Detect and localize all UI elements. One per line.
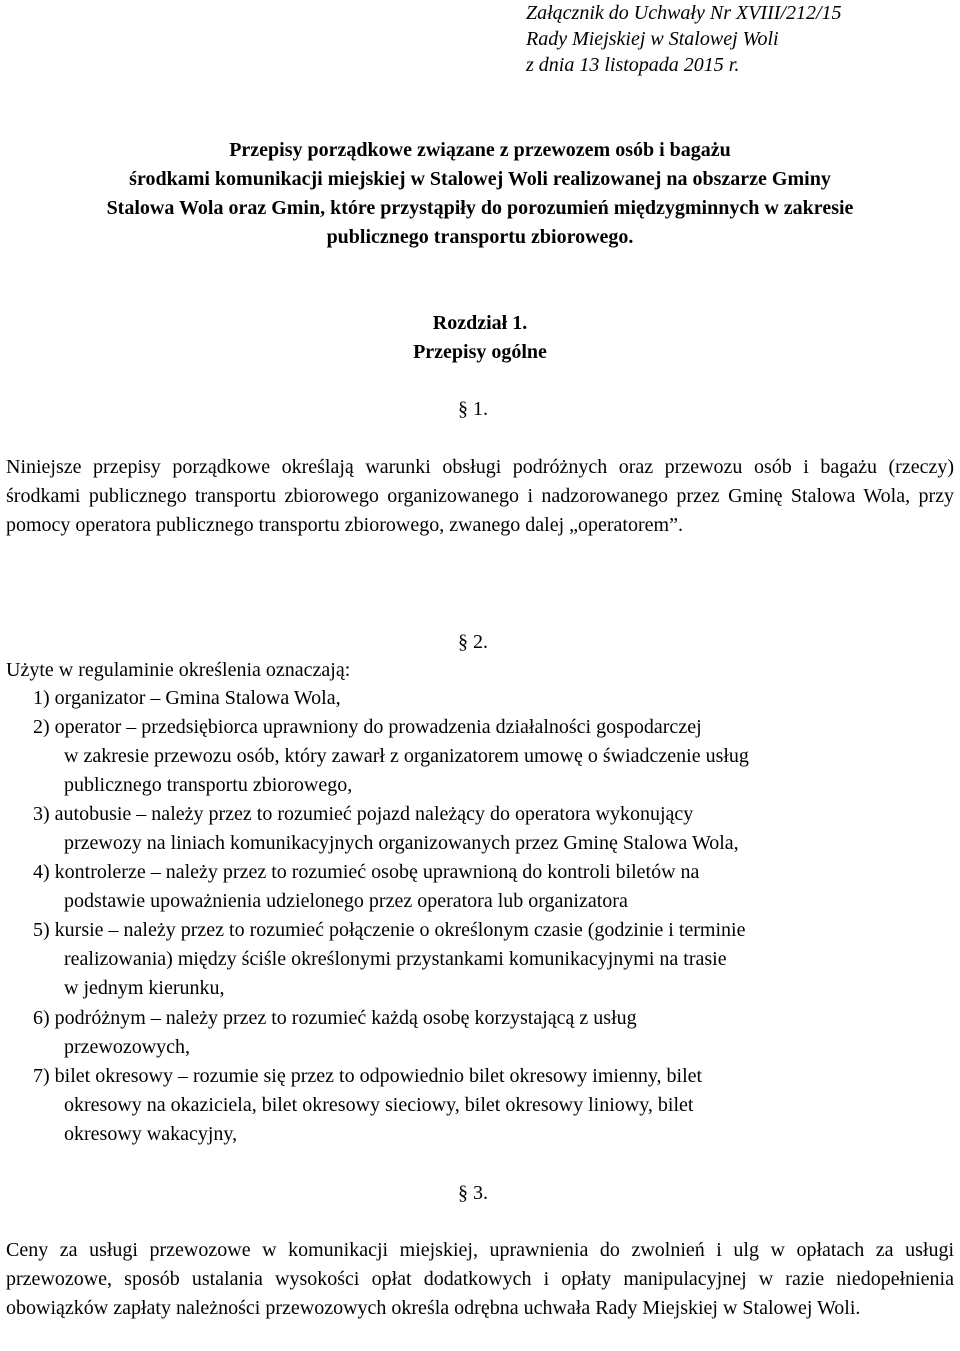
definition-line: okresowy wakacyjny, — [64, 1123, 238, 1145]
definition-item-6 — [33, 1004, 933, 1062]
section-2-mark: § 2. — [458, 631, 488, 653]
attachment-line: Załącznik do Uchwały Nr XVIII/212/15 — [526, 2, 842, 24]
definition-line: w zakresie przewozu osób, który zawarł z organizatorem umowę o świadczenie usług — [64, 745, 749, 767]
definition-line: realizowania) między ściśle określonymi przystankami komunikacyjnymi na trasie — [64, 948, 727, 970]
section-2-intro: Użyte w regulaminie określenia oznaczają: — [6, 659, 351, 681]
definition-line: przewozowych, — [64, 1036, 191, 1058]
definition-line: przewozy na liniach komunikacyjnych organizowanych przez Gminę Stalowa Wola, — [64, 832, 739, 854]
section-3-text: Ceny za usługi przewozowe w komunikacji miejskiej, uprawnienia do zwolnień i ulg w opłatach za usługi przewozowe, sposób ustalania wysokości opłat dodatkowych i opłaty manipulacyjnej w razie niedopełnienia obowiązków zapłaty należności przewozowych określa odrębna uchwała Rady Miejskiej w Stalowej Woli. — [6, 1239, 954, 1319]
attachment-header — [526, 0, 842, 78]
title-line: Stalowa Wola oraz Gmin, które przystąpiły do porozumień międzygminnych w zakresie — [106, 197, 854, 219]
definition-line: 3) autobusie – należy przez to rozumieć pojazd należący do operatora wykonujący — [33, 803, 694, 825]
definition-item-7 — [33, 1062, 933, 1149]
definition-line: 4) kontrolerze – należy przez to rozumieć osobę uprawnioną do kontroli biletów na — [33, 861, 700, 883]
title-line: środkami komunikacji miejskiej w Stalowej Woli realizowanej na obszarze Gminy — [129, 168, 831, 190]
definition-item-5 — [33, 916, 933, 1003]
title-line: Przepisy porządkowe związane z przewozem osób i bagażu — [229, 139, 731, 161]
definition-item-1 — [33, 684, 933, 713]
definition-item-4 — [33, 858, 933, 916]
section-1-text: Niniejsze przepisy porządkowe określają warunki obsługi podróżnych oraz przewozu osób i bagażu (rzeczy) środkami publicznego transportu zbiorowego organizowanego i nadzorowanego przez Gminę Stalowa Wola, przy pomocy operatora publicznego transportu zbiorowego, zwanego dalej „operatorem”. — [6, 456, 954, 536]
attachment-line: Rady Miejskiej w Stalowej Woli — [526, 28, 779, 50]
title-line: publicznego transportu zbiorowego. — [326, 226, 634, 248]
document-title — [0, 136, 960, 252]
definition-line: podstawie upoważnienia udzielonego przez operatora lub organizatora — [64, 890, 628, 912]
definition-item-3 — [33, 800, 933, 858]
chapter-name: Przepisy ogólne — [413, 341, 547, 363]
definition-line: w jednym kierunku, — [64, 977, 225, 999]
section-3-mark: § 3. — [458, 1182, 488, 1204]
definition-line: 6) podróżnym – należy przez to rozumieć każdą osobę korzystającą z usług — [33, 1007, 637, 1029]
chapter-number: Rozdział 1. — [432, 312, 528, 334]
definition-line: 7) bilet okresowy – rozumie się przez to odpowiednio bilet okresowy imienny, bilet — [33, 1065, 703, 1087]
definition-line: 2) operator – przedsiębiorca uprawniony do prowadzenia działalności gospodarczej — [33, 716, 702, 738]
definition-line: okresowy na okaziciela, bilet okresowy sieciowy, bilet okresowy liniowy, bilet — [64, 1094, 694, 1116]
definition-line: 5) kursie – należy przez to rozumieć połączenie o określonym czasie (godzinie i terminie — [33, 919, 746, 941]
definition-line: 1) organizator – Gmina Stalowa Wola, — [33, 687, 341, 709]
section-1-mark: § 1. — [458, 398, 488, 420]
attachment-line: z dnia 13 listopada 2015 r. — [526, 54, 740, 76]
definition-line: publicznego transportu zbiorowego, — [64, 774, 353, 796]
definition-item-2 — [33, 713, 933, 800]
